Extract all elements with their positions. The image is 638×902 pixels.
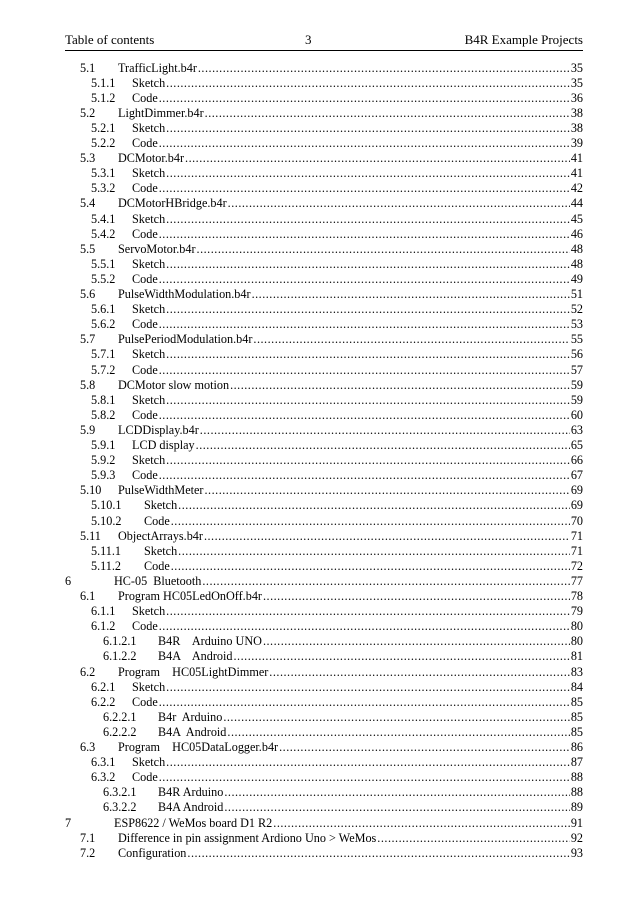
- toc-entry-page[interactable]: 35: [570, 60, 583, 75]
- toc-entry-number: 5.9.3: [91, 468, 116, 483]
- toc-dot-leader: [171, 513, 570, 529]
- toc-entry-page[interactable]: 46: [570, 226, 583, 241]
- toc-dot-leader: [224, 784, 569, 800]
- toc-entry[interactable]: [91, 316, 583, 332]
- toc-entry-number: 5.1.2: [91, 90, 116, 105]
- toc-dot-leader: [279, 739, 570, 755]
- toc-entry-page[interactable]: 88: [570, 770, 583, 785]
- toc-dot-leader: [166, 754, 570, 770]
- toc-entry-page[interactable]: 78: [570, 589, 583, 603]
- toc-entry-title[interactable]: Sketch: [144, 543, 178, 558]
- toc-entry-title[interactable]: Sketch: [132, 679, 166, 694]
- toc-entry-page[interactable]: 59: [570, 392, 583, 407]
- toc-entry-number: 5.10.2: [91, 513, 122, 528]
- toc-entry-title[interactable]: ServoMotor.b4r: [118, 241, 196, 256]
- toc-entry-title[interactable]: Sketch: [132, 347, 166, 362]
- toc-dot-leader: [185, 150, 570, 166]
- toc-entry-page[interactable]: 53: [570, 317, 583, 332]
- toc-entry[interactable]: [80, 588, 583, 604]
- toc-entry-page[interactable]: 85: [570, 694, 583, 709]
- toc-dot-leader: [166, 120, 570, 136]
- toc-entry-number: 5.10: [80, 483, 102, 498]
- toc-entry-number: 5.9.1: [91, 438, 116, 452]
- toc-entry-number: 5.8: [80, 377, 96, 392]
- toc-entry[interactable]: [91, 346, 583, 362]
- toc-entry[interactable]: [91, 75, 583, 91]
- toc-dot-leader: [159, 407, 570, 423]
- toc-entry-page[interactable]: 38: [570, 120, 583, 135]
- toc-entry-number: 7.2: [80, 845, 96, 860]
- toc-dot-leader: [200, 422, 570, 438]
- toc-entry-number: 6: [65, 573, 72, 588]
- toc-entry-page[interactable]: 69: [570, 498, 583, 513]
- toc-dot-leader: [196, 437, 570, 453]
- toc-dot-leader: [166, 603, 570, 619]
- toc-entry-title[interactable]: LCD display: [132, 438, 195, 452]
- toc-entry-page[interactable]: 59: [570, 377, 583, 392]
- toc-entry-page[interactable]: 86: [570, 740, 583, 754]
- toc-dot-leader: [263, 633, 570, 649]
- toc-entry-number: 5.9: [80, 422, 96, 437]
- toc-entry-number: 6.1.2: [91, 619, 116, 634]
- toc-dot-leader: [234, 648, 570, 664]
- toc-entry[interactable]: [91, 271, 583, 287]
- toc-entry-title[interactable]: Sketch: [132, 75, 166, 90]
- toc-entry-number: 5.6.2: [91, 317, 116, 332]
- toc-dot-leader: [159, 362, 570, 378]
- toc-entry-title[interactable]: DCMotor.b4r: [118, 151, 185, 166]
- toc-entry-page[interactable]: 79: [570, 604, 583, 619]
- toc-entry[interactable]: [103, 633, 583, 649]
- toc-dot-leader: [166, 452, 570, 468]
- toc-dot-leader: [166, 346, 570, 362]
- toc-entry-number: 5.5.1: [91, 256, 116, 271]
- toc-entry-number: 5.11.1: [91, 543, 122, 558]
- toc-entry[interactable]: [91, 467, 583, 483]
- toc-entry[interactable]: [91, 513, 583, 529]
- toc-entry-page[interactable]: 91: [570, 815, 583, 830]
- toc-entry[interactable]: [91, 558, 583, 574]
- toc-entry-number: 5.4.1: [91, 211, 116, 226]
- toc-entry-page[interactable]: 56: [570, 347, 583, 362]
- toc-entry[interactable]: [103, 724, 583, 740]
- toc-entry-number: 6.2.2.1: [103, 709, 137, 724]
- toc-entry[interactable]: [80, 739, 583, 755]
- toc-entry-title[interactable]: Code: [132, 226, 158, 241]
- toc-dot-leader: [166, 256, 570, 272]
- toc-entry-number: 6.1.2.2: [103, 649, 137, 664]
- toc-entry-title[interactable]: B4A Android: [158, 800, 224, 815]
- toc-entry-title[interactable]: Sketch: [132, 755, 166, 770]
- toc-entry-page[interactable]: 70: [570, 513, 583, 528]
- toc-entry-number: 5.11: [80, 528, 101, 543]
- toc-entry-number: 6.3.2: [91, 770, 116, 785]
- toc-entry-page[interactable]: 71: [570, 543, 583, 558]
- toc-entry-title[interactable]: Code: [144, 513, 170, 528]
- toc-entry-title[interactable]: Configuration: [118, 845, 187, 860]
- toc-entry-title[interactable]: Code: [132, 271, 158, 286]
- toc-entry-title[interactable]: Code: [132, 136, 158, 150]
- toc-entry-number: 6.3.2.2: [103, 800, 137, 815]
- toc-dot-leader: [223, 709, 569, 725]
- toc-entry-number: 6.1: [80, 589, 96, 603]
- toc-entry[interactable]: [91, 754, 583, 770]
- toc-entry-number: 6.1.2.1: [103, 634, 137, 649]
- toc-dot-leader: [159, 90, 570, 106]
- toc-dot-leader: [198, 60, 570, 76]
- toc-entry-title[interactable]: Code: [132, 90, 158, 105]
- toc-entry-number: 5.1.1: [91, 75, 116, 90]
- toc-entry[interactable]: [80, 105, 583, 121]
- toc-entry-title[interactable]: PulseWidthMeter: [118, 483, 204, 498]
- toc-entry[interactable]: [91, 90, 583, 106]
- toc-dot-leader: [159, 135, 570, 151]
- toc-entry[interactable]: [91, 256, 583, 272]
- toc-entry-number: 5.2.1: [91, 120, 116, 135]
- toc-entry-number: 6.3.2.1: [103, 785, 137, 800]
- toc-entry[interactable]: [80, 422, 583, 438]
- toc-entry-page[interactable]: 60: [570, 407, 583, 422]
- toc-entry-number: 5.7.1: [91, 347, 116, 362]
- toc-entry-number: 5.4.2: [91, 226, 116, 241]
- header-section-title: Table of contents: [65, 32, 155, 47]
- toc-dot-leader: [166, 679, 570, 695]
- toc-entry[interactable]: [91, 694, 583, 710]
- toc-entry-title[interactable]: DCMotorHBridge.b4r: [118, 196, 227, 211]
- toc-entry-page[interactable]: 41: [570, 151, 583, 166]
- toc-entry[interactable]: [91, 679, 583, 695]
- toc-entry-page[interactable]: 71: [570, 528, 583, 543]
- toc-entry-number: 5.11.2: [91, 558, 122, 573]
- toc-entry-number: 6.2.1: [91, 679, 116, 694]
- toc-entry-page[interactable]: 72: [570, 558, 583, 573]
- toc-entry-title[interactable]: PulsePeriodModulation.b4r: [118, 332, 253, 347]
- toc-entry-title[interactable]: Sketch: [132, 453, 166, 468]
- toc-entry[interactable]: [91, 180, 583, 196]
- toc-entry-number: 5.2: [80, 105, 96, 120]
- toc-entry[interactable]: [80, 195, 583, 211]
- toc-entry-page[interactable]: 45: [570, 211, 583, 226]
- toc-dot-leader: [252, 286, 570, 302]
- toc-entry-title[interactable]: DCMotor slow motion: [118, 377, 230, 392]
- toc-entry-title[interactable]: Sketch: [132, 166, 166, 181]
- toc-entry-number: 6.1.1: [91, 604, 116, 619]
- toc-entry-number: 5.5.2: [91, 271, 116, 286]
- toc-entry-page[interactable]: 80: [570, 619, 583, 634]
- toc-dot-leader: [253, 331, 569, 347]
- toc-entry[interactable]: [91, 135, 583, 151]
- toc-entry-title[interactable]: B4A Android: [158, 724, 227, 739]
- toc-entry[interactable]: [80, 241, 583, 257]
- toc-entry-number: 7: [65, 815, 72, 830]
- toc-dot-leader: [377, 830, 570, 846]
- toc-entry-page[interactable]: 36: [570, 90, 583, 105]
- toc-dot-leader: [171, 558, 570, 574]
- toc-entry-number: 5.10.1: [91, 498, 122, 513]
- toc-entry-title[interactable]: Code: [132, 468, 158, 483]
- toc-dot-leader: [159, 226, 570, 242]
- toc-entry-title[interactable]: Sketch: [132, 392, 166, 407]
- toc-entry-title[interactable]: Sketch: [132, 256, 166, 271]
- toc-entry[interactable]: [103, 799, 583, 815]
- toc-entry-page[interactable]: 87: [570, 755, 583, 770]
- toc-dot-leader: [166, 392, 570, 408]
- toc-entry-title[interactable]: Difference in pin assignment Ardiono Uno > WeMos: [118, 830, 377, 845]
- toc-entry[interactable]: [91, 392, 583, 408]
- header-page-number: 3: [305, 32, 312, 47]
- toc-entry-title[interactable]: Sketch: [132, 604, 166, 619]
- toc-entry[interactable]: [80, 664, 583, 680]
- toc-entry-number: 5.9.2: [91, 453, 116, 468]
- toc-entry-title[interactable]: Code: [132, 181, 158, 196]
- toc-entry-number: 5.4: [80, 196, 96, 211]
- header-book-title: B4R Example Projects: [464, 32, 583, 47]
- toc-entry-title[interactable]: Sketch: [144, 498, 178, 513]
- toc-entry[interactable]: [103, 784, 583, 800]
- toc-entry-title[interactable]: ESP8622 / WeMos board D1 R2: [114, 815, 273, 830]
- toc-entry[interactable]: [80, 377, 583, 393]
- toc-dot-leader: [204, 528, 570, 544]
- toc-dot-leader: [159, 316, 570, 332]
- toc-entry-number: 5.3: [80, 151, 96, 166]
- toc-entry[interactable]: [103, 648, 583, 664]
- toc-entry-page[interactable]: 88: [570, 785, 583, 800]
- toc-entry-title[interactable]: Program HC05LedOnOff.b4r: [118, 589, 262, 603]
- toc-entry[interactable]: [91, 226, 583, 242]
- toc-entry[interactable]: [91, 769, 583, 785]
- toc-dot-leader: [166, 165, 570, 181]
- toc-dot-leader: [159, 271, 570, 287]
- toc-entry-page[interactable]: 67: [570, 468, 583, 483]
- toc-entry-title[interactable]: Code: [132, 619, 158, 634]
- toc-dot-leader: [197, 241, 570, 257]
- toc-entry-number: 5.1: [80, 60, 96, 75]
- toc-entry-title[interactable]: B4R Arduino: [158, 785, 224, 800]
- toc-entry-title[interactable]: B4r Arduino: [158, 709, 223, 724]
- toc-entry-title[interactable]: ObjectArrays.b4r: [118, 528, 203, 543]
- toc-entry-title[interactable]: PulseWidthModulation.b4r: [118, 287, 251, 301]
- toc-dot-leader: [263, 588, 570, 604]
- toc-entry[interactable]: [91, 437, 583, 453]
- toc-entry-title[interactable]: Code: [144, 558, 170, 573]
- toc-entry-title[interactable]: Program HC05LightDimmer: [118, 664, 269, 679]
- toc-dot-leader: [166, 211, 570, 227]
- toc-dot-leader: [205, 482, 570, 498]
- toc-entry-title[interactable]: Program HC05DataLogger.b4r: [118, 740, 279, 754]
- toc-dot-leader: [159, 769, 570, 785]
- toc-dot-leader: [159, 618, 570, 634]
- toc-entry-title[interactable]: HC-05 Bluetooth: [114, 573, 202, 588]
- toc-entry-number: 5.2.2: [91, 136, 116, 150]
- toc-entry[interactable]: [103, 709, 583, 725]
- toc-entry-title[interactable]: Code: [132, 362, 158, 377]
- toc-dot-leader: [205, 105, 570, 121]
- toc-entry-title[interactable]: LCDDisplay.b4r: [118, 422, 199, 437]
- toc-entry[interactable]: [80, 286, 583, 302]
- toc-entry-page[interactable]: 52: [570, 302, 583, 317]
- toc-entry[interactable]: [80, 482, 583, 498]
- toc-entry-number: 5.8.2: [91, 407, 116, 422]
- toc-entry-number: 5.8.1: [91, 392, 116, 407]
- toc-dot-leader: [224, 799, 569, 815]
- toc-entry-title[interactable]: Sketch: [132, 211, 166, 226]
- toc-entry[interactable]: [91, 211, 583, 227]
- toc-entry[interactable]: [91, 165, 583, 181]
- toc-entry[interactable]: [80, 830, 583, 846]
- toc-entry[interactable]: [91, 362, 583, 378]
- toc-entry-title[interactable]: Code: [132, 770, 158, 785]
- toc-entry-title[interactable]: B4R Arduino UNO: [158, 634, 262, 649]
- toc-entry[interactable]: [65, 573, 583, 589]
- toc-entry-number: 5.3.1: [91, 166, 116, 181]
- toc-dot-leader: [230, 377, 570, 393]
- toc-dot-leader: [159, 694, 570, 710]
- toc-entry-page[interactable]: 92: [570, 830, 583, 845]
- toc-entry-page[interactable]: 69: [570, 483, 583, 498]
- toc-entry[interactable]: [65, 815, 583, 831]
- toc-entry[interactable]: [80, 331, 583, 347]
- toc-entry-number: 6.2: [80, 664, 96, 679]
- toc-entry-title[interactable]: Sketch: [132, 120, 166, 135]
- toc-entry-page[interactable]: 77: [570, 573, 583, 588]
- toc-entry-page[interactable]: 55: [570, 332, 583, 347]
- toc-entry[interactable]: [91, 452, 583, 468]
- toc-dot-leader: [227, 724, 569, 740]
- toc-entry-page[interactable]: 84: [570, 679, 583, 694]
- toc-entry-page[interactable]: 42: [570, 181, 583, 196]
- toc-dot-leader: [273, 815, 570, 831]
- toc-entry-page[interactable]: 48: [570, 241, 583, 256]
- toc-entry[interactable]: [91, 301, 583, 317]
- toc-entry-page[interactable]: 80: [570, 634, 583, 649]
- toc-entry[interactable]: [91, 120, 583, 136]
- toc-entry-page[interactable]: 49: [570, 271, 583, 286]
- toc-entry-number: 7.1: [80, 830, 96, 845]
- toc-entry-number: 5.6.1: [91, 302, 116, 317]
- toc-entry-number: 6.3: [80, 740, 96, 754]
- toc-dot-leader: [166, 301, 570, 317]
- toc-entry-page[interactable]: 81: [570, 649, 583, 664]
- toc-dot-leader: [202, 573, 569, 589]
- toc-dot-leader: [159, 180, 570, 196]
- toc-entry-page[interactable]: 66: [570, 453, 583, 468]
- toc-entry-number: 5.3.2: [91, 181, 116, 196]
- toc-entry-number: 5.7: [80, 332, 96, 347]
- toc-entry[interactable]: [80, 60, 583, 76]
- toc-entry-number: 6.2.2: [91, 694, 116, 709]
- toc-entry-page[interactable]: 38: [570, 105, 583, 120]
- toc-entry[interactable]: [91, 618, 583, 634]
- toc-entry-page[interactable]: 65: [570, 438, 583, 452]
- toc-entry-page[interactable]: 63: [570, 422, 583, 437]
- toc-entry-page[interactable]: 39: [570, 136, 583, 150]
- toc-dot-leader: [187, 845, 569, 861]
- toc-entry-page[interactable]: 44: [570, 196, 583, 211]
- toc-dot-leader: [159, 467, 570, 483]
- toc-entry-title[interactable]: Code: [132, 317, 158, 332]
- toc-dot-leader: [178, 543, 570, 559]
- toc-entry-title[interactable]: Code: [132, 407, 158, 422]
- toc-entry[interactable]: [80, 845, 583, 861]
- toc-entry-title[interactable]: TrafficLight.b4r: [118, 60, 197, 75]
- toc-entry-page[interactable]: 35: [570, 75, 583, 90]
- toc-entry-page[interactable]: 51: [570, 287, 583, 301]
- toc-dot-leader: [178, 497, 570, 513]
- toc-entry[interactable]: [80, 528, 583, 544]
- toc-entry-title[interactable]: Code: [132, 694, 158, 709]
- toc-entry-number: 5.6: [80, 287, 96, 301]
- toc-entry-title[interactable]: Sketch: [132, 302, 166, 317]
- toc-entry-number: 5.7.2: [91, 362, 116, 377]
- toc-entry[interactable]: [91, 543, 583, 559]
- toc-entry-page[interactable]: 89: [570, 800, 583, 815]
- toc-entry-number: 5.5: [80, 241, 96, 256]
- toc-entry[interactable]: [91, 497, 583, 513]
- toc-dot-leader: [228, 195, 570, 211]
- toc-entry-number: 6.2.2.2: [103, 724, 137, 739]
- toc-entry-page[interactable]: 93: [570, 845, 583, 860]
- toc-entry[interactable]: [80, 150, 583, 166]
- toc-entry-page[interactable]: 83: [570, 664, 583, 679]
- toc-entry-title[interactable]: B4A Android: [158, 649, 233, 664]
- toc-dot-leader: [166, 75, 570, 91]
- toc-entry-number: 6.3.1: [91, 755, 116, 770]
- toc-entry-title[interactable]: LightDimmer.b4r: [118, 105, 204, 120]
- toc-dot-leader: [269, 664, 570, 680]
- toc-entry-page[interactable]: 48: [570, 256, 583, 271]
- toc-entry-page[interactable]: 41: [570, 166, 583, 181]
- toc-entry[interactable]: [91, 407, 583, 423]
- toc-entry-page[interactable]: 57: [570, 362, 583, 377]
- toc-entry[interactable]: [91, 603, 583, 619]
- toc-entry-page[interactable]: 85: [570, 724, 583, 739]
- toc-entry-page[interactable]: 85: [570, 709, 583, 724]
